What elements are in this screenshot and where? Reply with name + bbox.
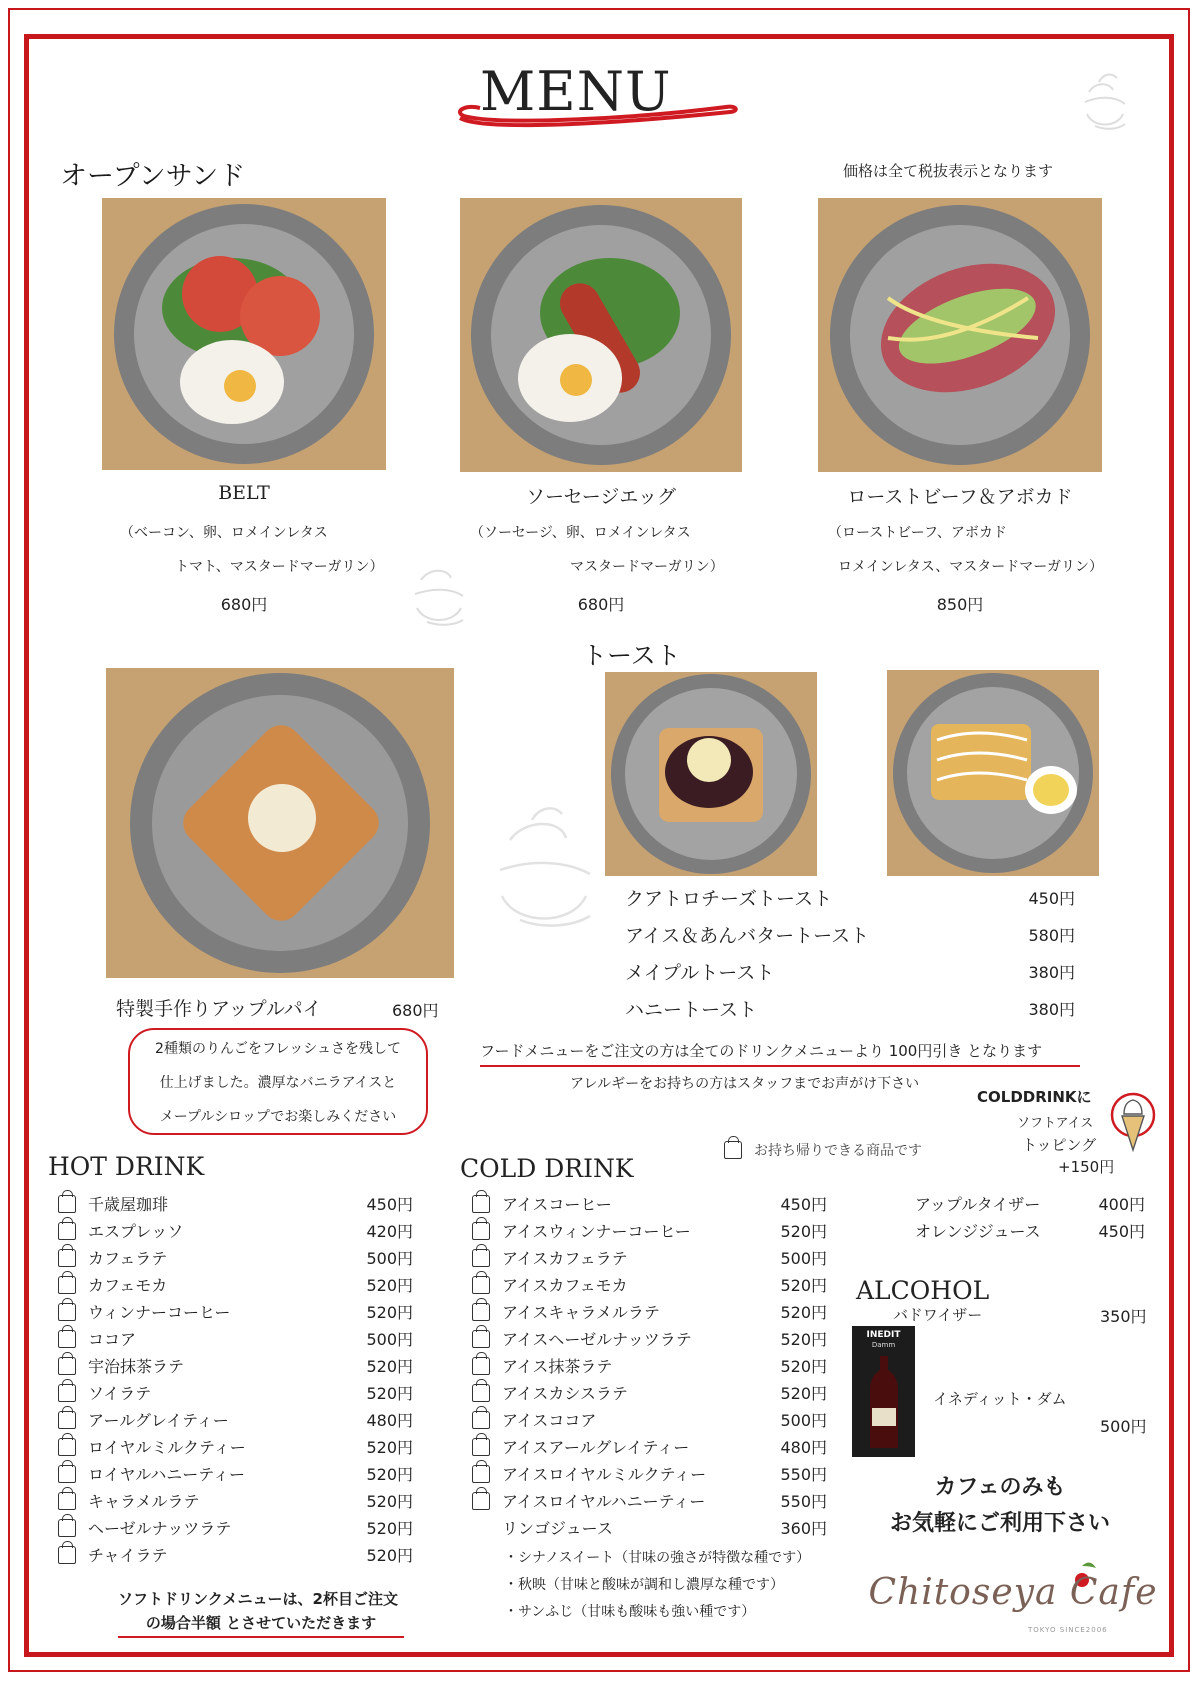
drink-price: 520円	[780, 1330, 827, 1349]
drink-price: 420円	[366, 1222, 413, 1241]
cafe-invite-line-1: カフェのみも	[934, 1475, 1066, 1500]
roast-beef-price: 850円	[936, 595, 984, 614]
drink-name: ロイヤルハニーティー	[88, 1465, 245, 1484]
toast-item-name: ハニートースト	[625, 999, 758, 1021]
apple-pie-note-box	[128, 1028, 428, 1135]
alcohol-name: バドワイザー	[893, 1306, 983, 1324]
hot-drink-row	[58, 1244, 413, 1271]
drink-name: アイスアールグレイティー	[502, 1438, 690, 1457]
hot-drink-row	[58, 1352, 413, 1379]
toast-item-name: アイス＆あんバタートースト	[625, 925, 870, 947]
drink-price: 520円	[366, 1357, 413, 1376]
takeout-bag-icon	[472, 1411, 490, 1429]
cold-drink-row	[915, 1217, 1145, 1244]
cold-drink-row	[472, 1217, 827, 1244]
takeout-bag-icon	[472, 1492, 490, 1510]
drink-price: 500円	[366, 1330, 413, 1349]
cold-drink-row	[472, 1433, 827, 1460]
chitoseya-cafe-logo	[868, 1560, 1158, 1640]
takeout-bag-icon	[58, 1519, 76, 1537]
alcohol-title: ALCOHOL	[856, 1276, 990, 1305]
hot-drink-row	[58, 1406, 413, 1433]
soft-serve-icon	[1110, 1092, 1156, 1154]
takeout-bag-icon	[472, 1438, 490, 1456]
alcohol-price: 500円	[1100, 1417, 1147, 1436]
takeout-bag-icon	[58, 1330, 76, 1348]
drink-price: 360円	[780, 1519, 827, 1538]
takeout-legend-text: お持ち帰りできる商品です	[754, 1143, 922, 1159]
takeout-bag-icon	[58, 1438, 76, 1456]
food-discount-notice: フードメニューをご注文の方は全てのドリンクメニューより 100円引き となります	[480, 1040, 1080, 1067]
toast-item-price: 450円	[1028, 889, 1075, 908]
toast-title: トースト	[582, 641, 681, 670]
takeout-bag-icon	[58, 1195, 76, 1213]
takeout-bag-icon	[472, 1303, 490, 1321]
drink-name: アイス抹茶ラテ	[502, 1357, 613, 1376]
alcohol-price: 350円	[1100, 1307, 1147, 1326]
drink-name: オレンジジュース	[915, 1222, 1041, 1241]
drink-price: 500円	[366, 1249, 413, 1268]
toast-item-name: クアトロチーズトースト	[625, 888, 833, 910]
inedit-bottle-photo	[852, 1326, 915, 1457]
drink-name: アイスロイヤルハニーティー	[502, 1492, 706, 1511]
hot-drink-row	[58, 1460, 413, 1487]
drink-name: アイスカシスラテ	[502, 1384, 628, 1403]
drink-name: アイスコーヒー	[502, 1195, 612, 1214]
drink-name: ヘーゼルナッツラテ	[88, 1519, 232, 1538]
drink-price: 550円	[780, 1492, 827, 1511]
cold-drink-row	[472, 1190, 827, 1217]
open-sandwich-title: オープンサンド	[60, 161, 246, 192]
roast-beef-desc-1: （ローストビーフ、アボカド	[828, 525, 1007, 541]
cup-watermark-icon	[1075, 62, 1135, 142]
bottle-label-brand: INEDIT	[866, 1330, 901, 1340]
drink-price: 520円	[366, 1519, 413, 1538]
takeout-bag-icon	[58, 1303, 76, 1321]
hot-drink-list	[58, 1190, 413, 1590]
cold-drink-row	[472, 1487, 827, 1514]
takeout-bag-icon	[472, 1222, 490, 1240]
cold-drink-row	[472, 1514, 827, 1541]
drink-name: ロイヤルミルクティー	[88, 1438, 246, 1457]
drink-name: リンゴジュース	[502, 1519, 613, 1538]
cold-drink-title: COLD DRINK	[460, 1154, 634, 1183]
cafe-invite-line-2: お気軽にご利用下さい	[889, 1511, 1110, 1536]
cup-watermark-icon	[480, 800, 610, 960]
drink-price: 450円	[366, 1195, 413, 1214]
hot-drink-row	[58, 1541, 413, 1568]
drink-price: 500円	[780, 1411, 827, 1430]
roast-beef-avocado-photo	[818, 198, 1102, 472]
cold-drink-row	[915, 1190, 1145, 1217]
drink-name: アイスキャラメルラテ	[502, 1303, 660, 1322]
half-price-line-1: ソフトドリンクメニューは、2杯目ご注文	[118, 1590, 398, 1608]
drink-price: 520円	[366, 1546, 413, 1565]
ice-anko-toast-photo	[605, 672, 817, 876]
belt-desc-1: （ベーコン、卵、ロメインレタス	[120, 525, 328, 541]
takeout-bag-icon	[58, 1384, 76, 1402]
drink-price: 480円	[366, 1411, 413, 1430]
allergy-notice: アレルギーをお持ちの方はスタッフまでお声がけ下さい	[570, 1076, 920, 1092]
drink-name: アイスカフェモカ	[502, 1276, 628, 1295]
page-title: MENU	[480, 60, 672, 123]
toast-item-price: 580円	[1028, 926, 1075, 945]
apple-pie-photo	[106, 668, 454, 978]
cold-drink-row	[472, 1352, 827, 1379]
drink-price: 400円	[1098, 1195, 1145, 1214]
soft-ice-line-3: トッピング	[1022, 1136, 1097, 1154]
belt-desc-2: トマト、マスタードマーガリン）	[175, 559, 384, 575]
soft-ice-line-2: ソフトアイス	[1017, 1116, 1094, 1131]
takeout-bag-icon	[472, 1357, 490, 1375]
takeout-bag-icon	[58, 1411, 76, 1429]
hot-drink-row	[58, 1514, 413, 1541]
drink-name: アイスウィンナーコーヒー	[502, 1222, 691, 1241]
takeout-bag-icon	[58, 1492, 76, 1510]
drink-price: 520円	[780, 1384, 827, 1403]
drink-price: 520円	[780, 1222, 827, 1241]
takeout-bag-icon	[58, 1546, 76, 1564]
drink-name: キャラメルラテ	[88, 1492, 200, 1511]
alcohol-name: イネディット・ダム	[933, 1390, 1067, 1408]
hot-drink-row	[58, 1325, 413, 1352]
drink-name: ウィンナーコーヒー	[88, 1303, 231, 1322]
toast-item-price: 380円	[1028, 963, 1075, 982]
cold-drink-row	[472, 1271, 827, 1298]
sausage-egg-name: ソーセージエッグ	[525, 486, 677, 508]
cold-drink-row	[472, 1325, 827, 1352]
hot-drink-row	[58, 1298, 413, 1325]
logo-subtext: TOKYO SINCE2006	[1028, 1626, 1108, 1634]
drink-name: チャイラテ	[88, 1546, 168, 1565]
soft-ice-line-1: COLDDRINKに	[977, 1088, 1092, 1106]
cold-drink-row	[472, 1406, 827, 1433]
drink-price: 520円	[366, 1303, 413, 1322]
belt-price: 680円	[220, 595, 268, 614]
hot-drink-title: HOT DRINK	[48, 1152, 205, 1181]
takeout-bag-icon	[724, 1141, 742, 1159]
drink-price: 520円	[780, 1357, 827, 1376]
drink-price: 520円	[780, 1276, 827, 1295]
drink-price: 450円	[1098, 1222, 1145, 1241]
takeout-bag-icon	[472, 1384, 490, 1402]
hot-drink-row	[58, 1379, 413, 1406]
apple-pie-note-line: 仕上げました。濃厚なバニラアイスと	[159, 1075, 397, 1091]
belt-name: BELT	[218, 482, 270, 504]
drink-name: アイスココア	[502, 1411, 597, 1430]
cold-drink-list	[472, 1190, 827, 1550]
apple-pie-note-line: メープルシロップでお楽しみください	[159, 1109, 397, 1125]
cold-drink-row	[472, 1244, 827, 1271]
cold-drink-row	[472, 1379, 827, 1406]
takeout-bag-icon	[472, 1276, 490, 1294]
toast-list	[625, 880, 1075, 1030]
sausage-egg-photo	[460, 198, 742, 472]
toast-item-name: メイプルトースト	[625, 962, 775, 984]
sausage-egg-desc-2: マスタードマーガリン）	[570, 559, 724, 575]
drink-name: アイスヘーゼルナッツラテ	[502, 1330, 692, 1349]
cup-watermark-icon	[405, 550, 475, 640]
drink-price: 550円	[780, 1465, 827, 1484]
drink-name: カフェラテ	[88, 1249, 168, 1268]
drink-name: ココア	[88, 1330, 137, 1349]
apple-variety: ・シナノスイート（甘味の強さが特徴な種です）	[504, 1550, 811, 1566]
roast-beef-desc-2: ロメインレタス、マスタードマーガリン）	[838, 559, 1103, 575]
cold-drink-row	[472, 1298, 827, 1325]
takeout-bag-icon	[58, 1249, 76, 1267]
drink-name: アイスカフェラテ	[502, 1249, 628, 1268]
takeout-bag-icon	[58, 1465, 76, 1483]
apple-pie-note-line: 2種類のりんごをフレッシュさを残して	[155, 1041, 401, 1057]
cold-drink-row	[472, 1460, 827, 1487]
takeout-legend	[724, 1140, 922, 1160]
drink-price: 500円	[780, 1249, 827, 1268]
apple-pie-price: 680円	[392, 1001, 439, 1020]
drink-price: 480円	[780, 1438, 827, 1457]
tax-note: 価格は全て税抜表示となります	[843, 162, 1054, 180]
drink-price: 520円	[780, 1303, 827, 1322]
belt-photo	[102, 198, 386, 470]
drink-name: カフェモカ	[88, 1276, 168, 1295]
takeout-bag-icon	[472, 1465, 490, 1483]
drink-price: 520円	[366, 1276, 413, 1295]
takeout-bag-icon	[58, 1357, 76, 1375]
hot-drink-row	[58, 1271, 413, 1298]
drink-name: アップルタイザー	[915, 1195, 1041, 1214]
hot-drink-row	[58, 1487, 413, 1514]
drink-price: 520円	[366, 1465, 413, 1484]
takeout-bag-icon	[472, 1195, 490, 1213]
drink-price: 450円	[780, 1195, 827, 1214]
sausage-egg-price: 680円	[577, 595, 625, 614]
drink-name: アイスロイヤルミルクティー	[502, 1465, 707, 1484]
soft-ice-line-4: +150円	[1058, 1158, 1115, 1176]
apple-variety: ・サンふじ（甘味も酸味も強い種です）	[504, 1604, 756, 1620]
takeout-bag-icon	[58, 1276, 76, 1294]
takeout-bag-icon	[58, 1222, 76, 1240]
menu-title-block	[440, 60, 760, 140]
quattro-cheese-toast-photo	[887, 670, 1099, 876]
toast-item-price: 380円	[1028, 1000, 1075, 1019]
takeout-bag-icon	[472, 1249, 490, 1267]
apple-pie-name: 特製手作りアップルパイ	[116, 998, 322, 1020]
bottle-label-maker: Damm	[871, 1341, 896, 1349]
takeout-bag-icon	[472, 1330, 490, 1348]
half-price-line-2: の場合半額 とさせていただきます	[118, 1612, 404, 1638]
drink-name: ソイラテ	[88, 1384, 152, 1403]
drink-name: アールグレイティー	[88, 1411, 229, 1430]
hot-drink-row	[58, 1433, 413, 1460]
drink-name: 千歳屋珈琲	[88, 1195, 169, 1214]
drink-price: 520円	[366, 1492, 413, 1511]
hot-drink-row	[58, 1217, 413, 1244]
logo-text: Chitoseya Cafe	[868, 1572, 1158, 1613]
apple-variety: ・秋映（甘味と酸味が調和し濃厚な種です）	[504, 1577, 784, 1593]
drink-name: エスプレッソ	[88, 1222, 184, 1241]
drink-price: 520円	[366, 1438, 413, 1457]
roast-beef-name: ローストビーフ＆アボカド	[847, 486, 1073, 508]
hot-drink-row	[58, 1190, 413, 1217]
drink-name: 宇治抹茶ラテ	[88, 1357, 185, 1376]
sausage-egg-desc-1: （ソーセージ、卵、ロメインレタス	[470, 525, 691, 541]
drink-price: 520円	[366, 1384, 413, 1403]
